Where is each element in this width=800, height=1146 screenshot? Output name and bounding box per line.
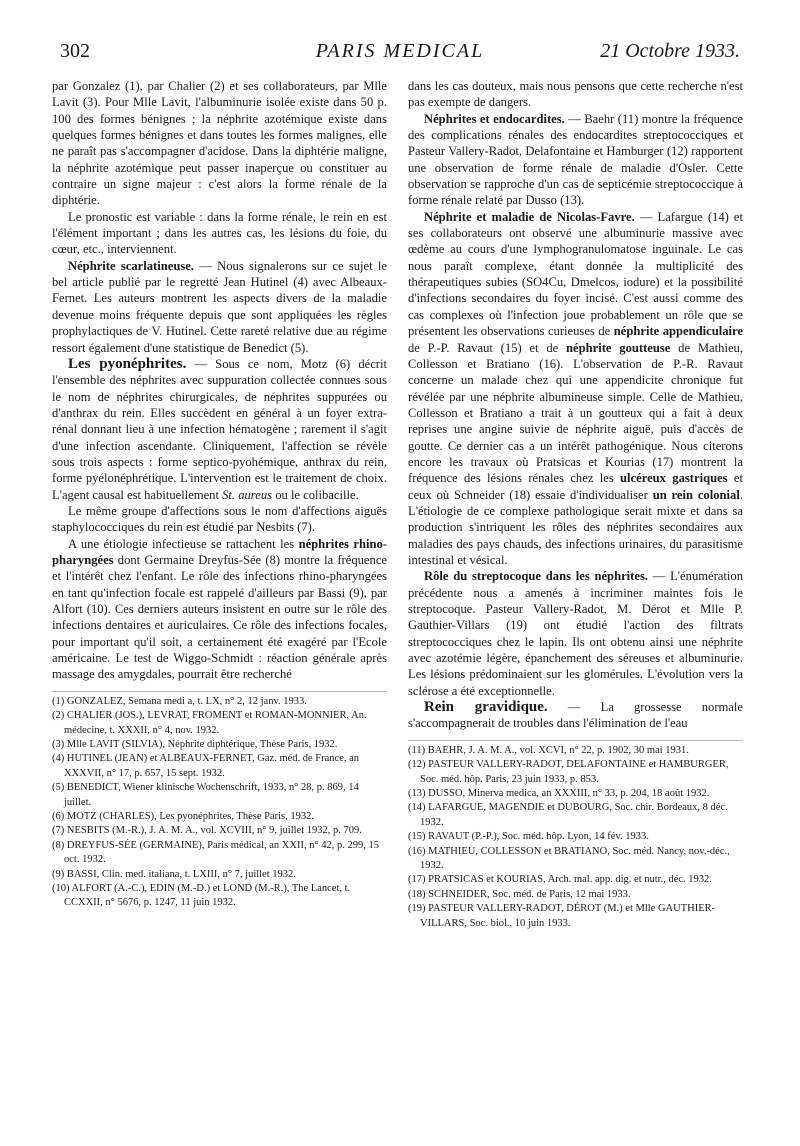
footnotes-right (408, 740, 743, 931)
italic-term: St. aureus (222, 487, 273, 502)
left-column (52, 78, 387, 911)
paragraph-text: — Nous signalerons sur ce sujet le bel article publié par le regretté Jean Hutinel (4) avec Albeaux-Fernet. Les auteurs montrent les aspects divers de la maladie devenue moins fréquente depuis que sont appliquées les règles prophylactiques de V. Hutinel. Cette rareté relative due au régime ressort également d'une statistique de Benedict (5). (52, 258, 387, 355)
bold-term: néphrite appendiculaire (613, 324, 743, 339)
running-title: PARIS MEDICAL (315, 40, 485, 62)
paragraph (52, 356, 387, 503)
paragraph-text: — La grossesse normale s'accompagnerait de troubles dans l'élimination de l'eau (408, 700, 743, 731)
paragraph (408, 209, 743, 569)
paragraph (52, 258, 387, 356)
footnote: (11) BAEHR, J. A. M. A., vol. XCVI, n° 22, p. 1902, 30 mai 1931. (408, 744, 689, 756)
footnote: (5) BENEDICT, Wiener klinische Wochenschrift, 1933, n° 28, p. 869, 14 juillet. (52, 782, 359, 808)
footnote: (16) MATHIEU, COLLESSON et BRATIANO, Soc. méd. Nancy, nov.-déc., 1932. (408, 845, 730, 871)
section-heading: Rôle du streptocoque dans les néphrites. (424, 569, 648, 584)
bold-term: ulcéreux gastriques (620, 471, 728, 486)
paragraph-text: — Lafargue (14) et ses collaborateurs ont observé une albuminurie massive avec œdème au cours d'une lymphogranulomatose inguinale. Le cas nous paraît complexe, étant donnée la multiplicité des thérapeutiques subies (SO4Cu, Dmelcos, iodure) et la possibilité d'infections secondaires du foyer incisé. C'est aussi comme des cas complexes où l'infection joue probablement un rôle que se présentent les observations curieuses de (408, 209, 743, 339)
paragraph-text: ou le colibacille. (272, 487, 359, 502)
paragraph (52, 536, 387, 683)
bold-term: néphrites rhino-pharyngées (52, 536, 387, 567)
paragraph-text: et ceux où Schneider (18) essaie d'individualiser (408, 471, 743, 502)
issue-date: 21 Octobre 1933. (600, 40, 740, 62)
paragraph (408, 111, 743, 209)
footnote: (8) DREYFUS-SÉE (GERMAINE), Paris médical, an XXII, n° 42, p. 299, 15 oct. 1932. (52, 839, 380, 866)
footnote: (14) LAFARGUE, MAGENDIE et DUBOURG, Soc. chir. Bordeaux, 8 déc. 1932. (408, 802, 728, 828)
paragraph-text: dont Germaine Dreyfus-Sée (8) montre la fréquence et l'intérêt chez l'enfant. Le rôle des infections rhino-pharyngées en tant qu'infection focale est rappelé d'ailleurs par Bassi (9), par Alfort (10). Ces derniers auteurs insistent en outre sur le rôle des infections dentaires et auriculaires. Ce rôle des infections focales, pour important qu'il soit, a certainement été exagéré par l'Ecole américaine. Le test de Wiggo-Schmidt : réaction générale après massage des amygdales, pourrait être recherché (52, 552, 387, 682)
footnote: (2) CHALIER (JOS.), LEVRAT, FROMENT et ROMAN-MONNIER, An. médecine, t. XXXII, n° 4, nov. 1932. (52, 710, 367, 736)
paragraph (408, 568, 743, 699)
paragraph (408, 699, 743, 732)
footnote: (19) PASTEUR VALLERY-RADOT, DÉROT (M.) et Mlle GAUTHIER-VILLARS, Soc. biol., 10 juin 1933. (408, 903, 716, 929)
footnote: (13) DUSSO, Minerva medica, an XXXIII, n° 33, p. 204, 18 août 1932. (408, 787, 710, 799)
footnote: (10) ALFORT (A.-C.), EDIN (M.-D.) et LOND (M.-R.), The Lancet, t. CCXXII, n° 5676, p. 1247, 11 juin 1932. (52, 883, 351, 909)
footnote: (4) HUTINEL (JEAN) et ALBEAUX-FERNET, Gaz. méd. de France, an XXXVII, n° 17, p. 657, 15 sept. 1932. (52, 753, 360, 779)
footnote: (7) NESBITS (M.-R.), J. A. M. A., vol. XCVIII, n° 9, juillet 1932, p. 709. (52, 825, 362, 837)
footnote: (15) RAVAUT (P.-P.), Soc. méd. hôp. Lyon, 14 fév. 1933. (408, 831, 649, 843)
page-number: 302 (60, 40, 90, 62)
bold-term: un rein colonial (652, 487, 740, 502)
bold-term: néphrite goutteuse (566, 340, 671, 355)
paragraph-text: A une étiologie infectieuse se rattachent les (68, 536, 299, 551)
section-heading: Rein gravidique. (424, 699, 548, 716)
paragraph: Le pronostic est variable : dans la forme rénale, le rein en est l'élément important ; dans les autres cas, les lésions du foie, du cœur, etc., interviennent. (52, 209, 387, 257)
footnote: (18) SCHNEIDER, Soc. méd. de Paris, 12 mai 1933. (408, 888, 631, 900)
footnote: (6) MOTZ (CHARLES), Les pyonéphrites, Thèse Paris, 1932. (52, 810, 314, 822)
section-heading: Néphrites et endocardites. (424, 111, 565, 126)
paragraph-text: — Baehr (11) montre la fréquence des complications rénales des endocardites streptococciques et Pasteur Vallery-Radot, Delafontaine et Hamburger (12) rapportent une observation de forme rénale de maladie d'Osler. Cette observation se rapproche d'un cas de septicémie streptococcique à forme rénale relaté par Dusso (13). (408, 111, 743, 208)
section-heading: Néphrite scarlatineuse. (68, 258, 194, 273)
paragraph: par Gonzalez (1), par Chalier (2) et ses collaborateurs, par Mlle Lavit (3). Pour Mlle Lavit, l'albuminurie isolée existe dans 50 p. 100 des formes bénignes ; la néphrite azotémique existe dans quelques formes bénignes et dans toutes les formes malignes, elle ne paraît pas s'accompagner d'acidose. Dans la diphtérie maligne, la néphrite azotémique peut passer inaperçue ou constituer au contraire un signe majeur : c'est alors la forme rénale de la diphtérie. (52, 79, 387, 208)
footnote: (12) PASTEUR VALLERY-RADOT, DELAFONTAINE et HAMBURGER, Soc. méd. hôp. Paris, 23 juin 1933, p. 853. (408, 759, 729, 785)
paragraph-text: — L'énumération précédente nous a amenés à incriminer maintes fois le streptocoque. Pasteur Vallery-Radot, M. Dérot et Mlle P. Gauthier-Villars (19) ont étudié l'action des filtrats streptococciques chez le lapin. Ils ont obtenu ainsi une néphrite avec azotémie légère, épanchement des séreuses et albuminurie. Les lésions prédominaient sur les glomérules. L'évolution vers la sclérose a été exceptionnelle. (408, 569, 744, 698)
footnotes-left (52, 691, 387, 911)
right-column (408, 78, 743, 931)
paragraph: dans les cas douteux, mais nous pensons que cette recherche n'est pas exempte de dangers. (408, 79, 743, 110)
paragraph-text: . L'étiologie de ce complexe pathologique serait mixte et dans sa production s'intriquent les rôles des néphrites secondaires aux maladies des pays chauds, des infections urinaires, du parasitisme intestinal et vésical. (408, 487, 743, 567)
paragraph-text: — Sous ce nom, Motz (6) décrit l'ensemble des néphrites avec suppuration collectée connues sous le nom de néphrites chirurgicales, de néphrites suppurées ou d'anthrax du rein. Elles succèdent en général à un foyer extra-rénal donnant lieu à une infection hématogène ; rarement il s'agit d'une infection ascendante. Cliniquement, l'affection se révèle sous trois aspects : forme septico-pyohémique, anthrax du rein, forme pyélonéphrétique. L'intervention est le traitement de choix. L'agent causal est habituellement (52, 356, 387, 502)
footnote: (17) PRATSICAS et KOURIAS, Arch. mal. app. dig. et nutr., déc. 1932. (408, 874, 712, 886)
paragraph: Le même groupe d'affections sous le nom d'affections aiguës staphylococciques du rein est étudié par Nesbits (7). (52, 503, 387, 535)
footnote: (9) BASSI, Clin. med. italiana, t. LXIII, n° 7, juillet 1932. (52, 868, 296, 880)
paragraph-text: de P.-P. Ravaut (15) et de (408, 340, 567, 355)
section-heading: Néphrite et maladie de Nicolas-Favre. (424, 209, 635, 224)
paragraph-text: de Mathieu, Collesson et Bratiano (16). L'observation de P.-R. Ravaut concerne un malade chez qui une appendicite chronique fut révélée par une néphrite albumineuse simple. Celle de Mathieu, Collesson et Bratiano a trait à un goutteux qui a fait à deux reprises une angine suivie de néphrite aiguë, puis d'accès de goutte. Ce dernier cas a un intérêt pathogénique. Nous citerons encore les travaux où Pratsicas et Kourias (17) montrent la fréquence des lésions rénales chez les (408, 340, 743, 486)
section-heading: Les pyonéphrites. (68, 355, 187, 372)
footnote: (3) Mlle LAVIT (SILVIA), Néphrite diphtérique, Thèse Paris, 1932. (52, 738, 338, 750)
page-header (60, 40, 740, 70)
footnote: (1) GONZALEZ, Semana medi a, t. LX, n° 2, 12 janv. 1933. (52, 695, 307, 707)
